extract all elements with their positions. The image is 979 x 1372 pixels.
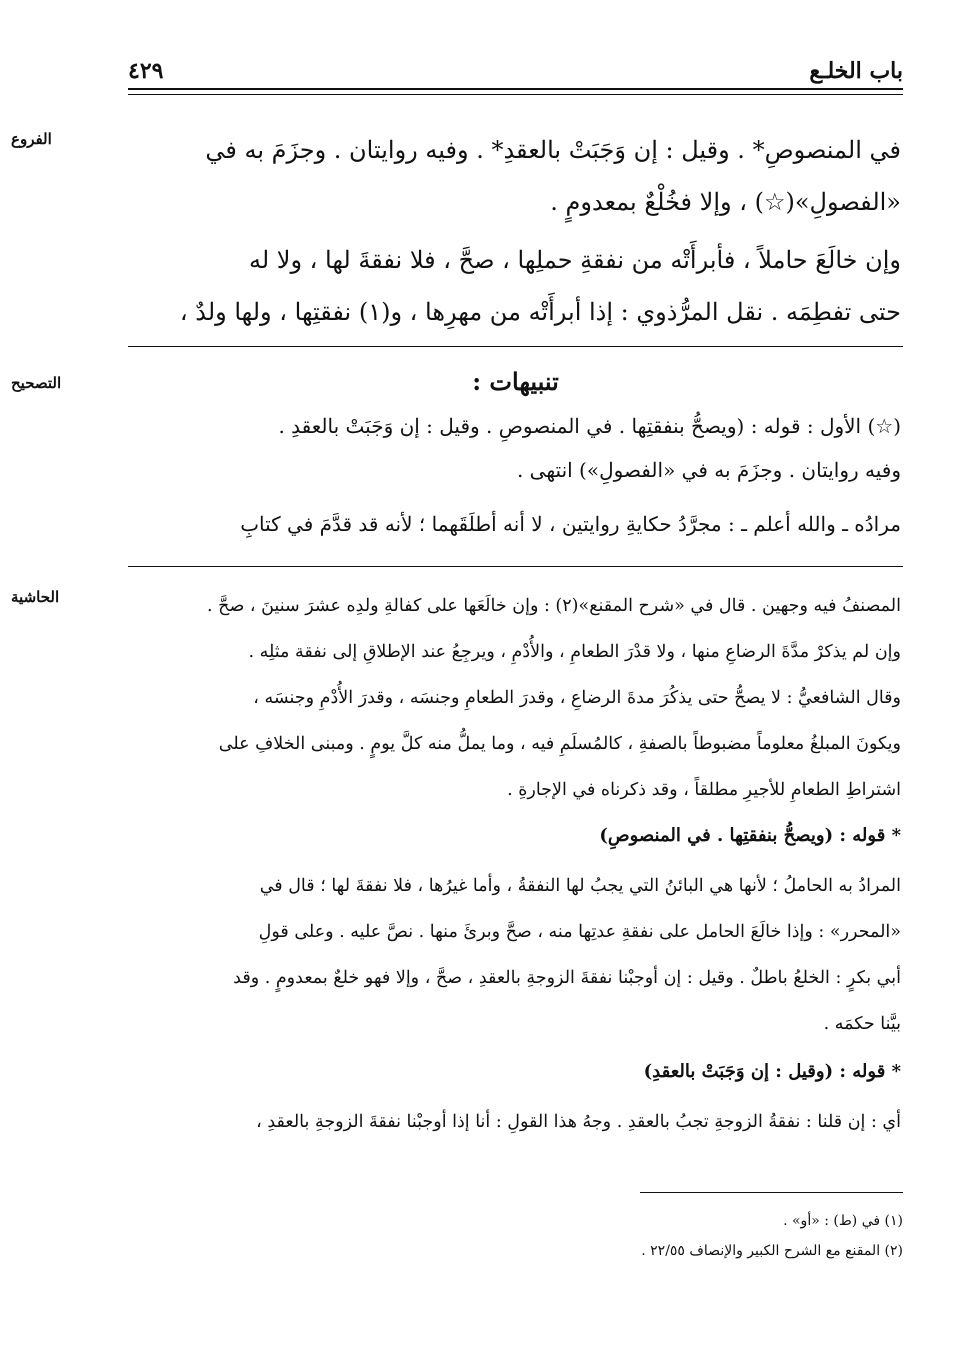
tashih-section xyxy=(130,360,901,546)
label-tashih: التصحيح xyxy=(11,374,62,392)
furu-line: وإن خالَعَ حاملاً ، فأبرأَتْه من نفقةِ حملِها ، صحَّ ، فلا نفقةَ لها ، ولا له xyxy=(248,246,901,274)
tashih-line: مرادُه ـ والله أعلم ـ : مجرَّدُ حكايةِ روايتين ، لا أنه أطلَقَهما ؛ لأنه قد قدَّمَ في كتابِ xyxy=(240,512,901,536)
footnote: (٢) المقنع مع الشرح الكبير والإنصاف ٢٢/٥٥ . xyxy=(641,1243,903,1259)
furu-section xyxy=(130,124,901,338)
hashiya-section xyxy=(130,586,901,1142)
hashiya-line: أبي بكرٍ : الخلعُ باطلٌ . وقيل : إن أوجبْنا نفقةَ الزوجةِ بالعقدِ ، صحَّ ، وإلا فهو خلعٌ بمعدومٍ . وقد xyxy=(233,968,901,988)
tashih-line: وفيه روايتان . وجزَمَ به في «الفصولِ») انتهى . xyxy=(516,458,901,482)
hashiya-heading: * قوله : (ويصحُّ بنفقتِها . في المنصوصِ) xyxy=(599,825,901,846)
hashiya-line: ويكونَ المبلغُ معلوماً مضبوطاً بالصفةِ ، كالمُسلَمِ فيه ، وما يملُّ منه كلَّ يومٍ . ومبنى الخلافِ على xyxy=(218,734,901,754)
tashih-line: (☆) الأول : قوله : (ويصحُّ بنفقتِها . في المنصوصِ . وقيل : إن وَجَبَتْ بالعقدِ . xyxy=(278,414,901,438)
furu-line: «الفصولِ»(☆) ، وإلا فخُلْعٌ بمعدومٍ . xyxy=(550,188,901,216)
label-hashiya: الحاشية xyxy=(11,588,60,606)
page-number: ٤٢٩ xyxy=(128,58,164,84)
furu-line: في المنصوصِ* . وقيل : إن وَجَبَتْ بالعقدِ* . وفيه روايتان . وجزَمَ به في xyxy=(205,136,901,164)
hashiya-line: وقال الشافعيُّ : لا يصحُّ حتى يذكُرَ مدةَ الرضاعِ ، وقدرَ الطعامِ وجنسَه ، وقدرَ الأُدْمِ وجنسَه ، xyxy=(253,688,901,708)
section-divider xyxy=(128,566,903,567)
tanbihat-title: تنبيهات : xyxy=(472,367,559,396)
label-furu: الفروع xyxy=(11,130,52,148)
hashiya-line: «المحرر» : وإذا خالَعَ الحامل على نفقةِ عدتِها منه ، صحَّ وبرئَ منها . نصَّ عليه . وعلى قولِ xyxy=(258,922,901,942)
hashiya-line: أي : إن قلنا : نفقةُ الزوجةِ تجبُ بالعقدِ . وجهُ هذا القولِ : أنا إذا أوجبْنا نفقةَ الزوجةِ بالعقدِ ، xyxy=(256,1112,901,1132)
hashiya-heading: * قوله : (وقيل : إن وَجَبَتْ بالعقدِ) xyxy=(643,1061,901,1082)
chapter-title: باب الخلـع xyxy=(809,58,903,84)
hashiya-line: وإن لم يذكرْ مدَّةَ الرضاعِ منها ، ولا قدْرَ الطعامِ ، والأُدْمِ ، ويرجِعُ عند الإطلاقِ إلى نفقة مثلِه . xyxy=(248,642,901,662)
footnotes xyxy=(500,1206,903,1266)
hashiya-line: المصنفُ فيه وجهين . قال في «شرح المقنع»(٢) : وإن خالَعَها على كفالةِ ولدِه عشرَ سنينَ ، صحَّ . xyxy=(207,596,901,616)
section-divider xyxy=(128,346,903,347)
hashiya-line: بيَّنا حكمَه . xyxy=(823,1014,901,1034)
footnote-rule xyxy=(640,1192,903,1193)
running-header xyxy=(128,58,903,88)
hashiya-line: اشتراطِ الطعامِ للأجيرِ مطلقاً ، وقد ذكرناه في الإجارةِ . xyxy=(507,780,901,800)
hashiya-line: المرادُ به الحاملُ ؛ لأنها هي البائنُ التي يجبُ لها النفقةُ ، وأما غيرُها ، فلا نفقةَ لها ؛ قال في xyxy=(259,876,901,896)
furu-line: حتى تفطِمَه . نقل المرُّذوي : إذا أبرأَتْه من مهرِها ، و(١) نفقتِها ، ولها ولدٌ ، xyxy=(179,298,901,326)
header-rule xyxy=(128,88,903,95)
footnote: (١) في (ط) : «أو» . xyxy=(783,1213,903,1229)
